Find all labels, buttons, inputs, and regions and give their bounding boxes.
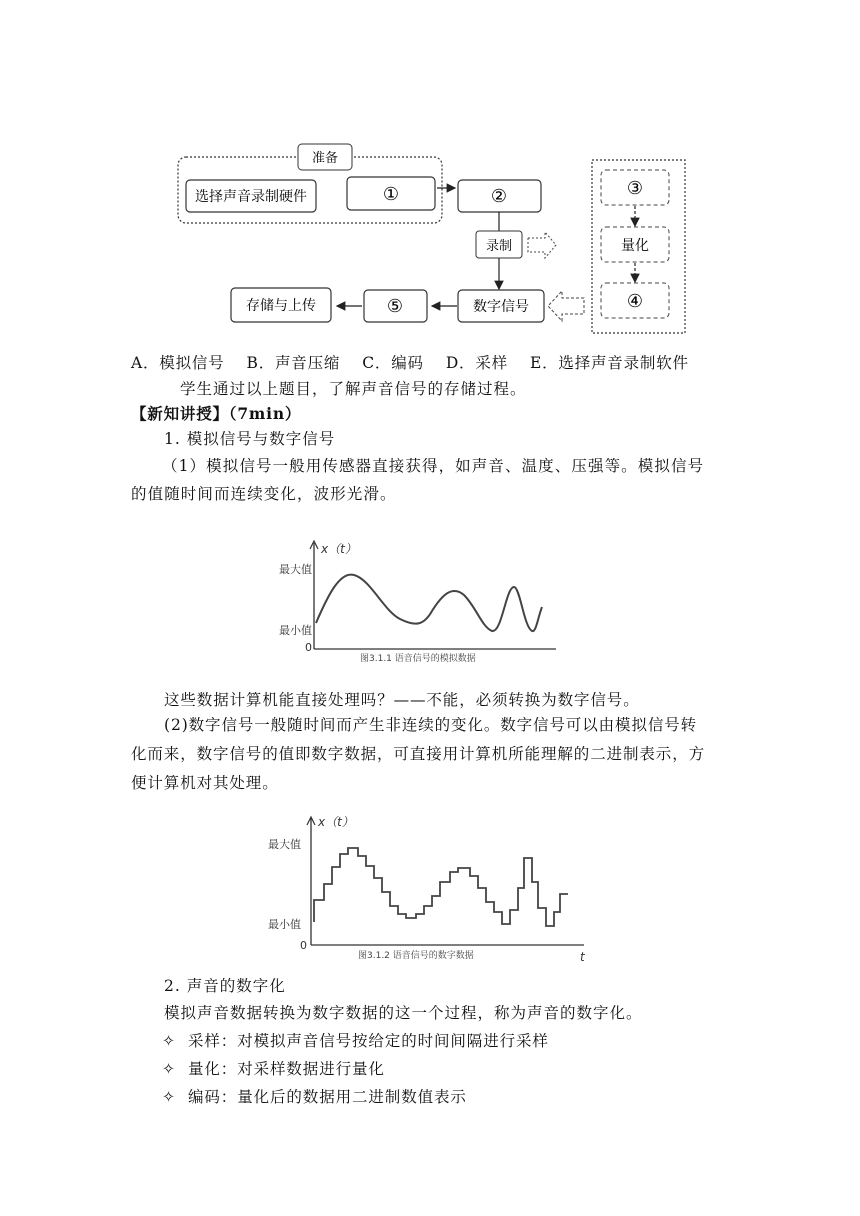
digital-paragraph-line2: 化而来，数字信号的值即数字数据，可直接用计算机所能理解的二进制表示，方	[131, 745, 706, 763]
item1-title: 1. 模拟信号与数字信号	[164, 430, 336, 448]
digital-paragraph-line1: (2)数字信号一般随时间而产生非连续的变化。数字信号可以由模拟信号转	[164, 716, 698, 734]
chart1-origin: 0	[305, 641, 312, 654]
intro-line: 学生通过以上题目，了解声音信号的存储过程。	[180, 380, 527, 398]
item2-title: 2. 声音的数字化	[164, 977, 286, 995]
definition-line: 模拟声音数据转换为数字数据的这一个过程，称为声音的数字化。	[164, 1004, 643, 1022]
chart1-ylabel: x（t）	[321, 542, 357, 556]
sound-storage-flow-diagram	[0, 0, 860, 345]
diamond-bullet-icon: ✧	[162, 1032, 176, 1050]
store-upload-label: 存储与上传	[246, 298, 316, 314]
analog-paragraph-line1: （1）模拟信号一般用传感器直接获得，如声音、温度、压强等。模拟信号	[162, 457, 705, 475]
bullet-text-sampling: 采样：对模拟声音信号按给定的时间间隔进行采样	[188, 1032, 549, 1050]
section-heading: 【新知讲授】（7min）	[131, 404, 302, 423]
record-tab-label: 录制	[485, 239, 513, 254]
bullet-item-encoding	[162, 1086, 467, 1108]
chart2-ylabel: x（t）	[318, 815, 354, 829]
step2-label: ②	[490, 186, 508, 207]
prepare-tab-label: 准备	[311, 151, 339, 166]
chart2-min-label: 最小值	[268, 918, 301, 931]
diamond-bullet-icon: ✧	[162, 1060, 176, 1078]
bullet-text-encoding: 编码：量化后的数据用二进制数值表示	[188, 1088, 467, 1106]
quantize-label: 量化	[621, 238, 649, 254]
chart1-analog-wave	[316, 575, 542, 632]
step3-label: ③	[626, 178, 644, 199]
select-hardware-label: 选择声音录制硬件	[195, 189, 307, 205]
step5-label: ⑤	[386, 296, 404, 317]
chart2-caption: 图3.1.2 语音信号的数字数据	[358, 951, 474, 961]
bullet-item-sampling	[162, 1030, 549, 1052]
dotted-arrow-right	[528, 232, 556, 258]
digital-signal-figure	[262, 812, 592, 962]
chart1-min-label: 最小值	[279, 624, 312, 637]
answer-options: A．模拟信号 B．声音压缩 C．编码 D．采样 E．选择声音录制软件	[131, 354, 689, 372]
chart2-origin: 0	[300, 939, 307, 952]
analog-paragraph-line2: 的值随时间而连续变化，波形光滑。	[131, 485, 397, 503]
chart2-max-label: 最大值	[268, 838, 301, 851]
analog-signal-figure	[270, 535, 560, 665]
diamond-bullet-icon: ✧	[162, 1088, 176, 1106]
step1-label: ①	[382, 184, 400, 205]
digital-signal-label: 数字信号	[473, 299, 529, 315]
question-line: 这些数据计算机能直接处理吗？——不能，必须转换为数字信号。	[164, 691, 640, 709]
digital-paragraph-line3: 便计算机对其处理。	[131, 774, 279, 792]
chart1-caption: 图3.1.1 语音信号的模拟数据	[360, 654, 476, 664]
chart2-xlabel: t	[580, 950, 585, 962]
dotted-arrow-left	[548, 291, 584, 321]
chart1-max-label: 最大值	[279, 563, 312, 576]
bullet-item-quantization	[162, 1058, 385, 1080]
chart2-digital-wave	[314, 848, 568, 926]
step4-label: ④	[626, 291, 644, 312]
bullet-text-quantization: 量化：对采样数据进行量化	[188, 1060, 385, 1078]
